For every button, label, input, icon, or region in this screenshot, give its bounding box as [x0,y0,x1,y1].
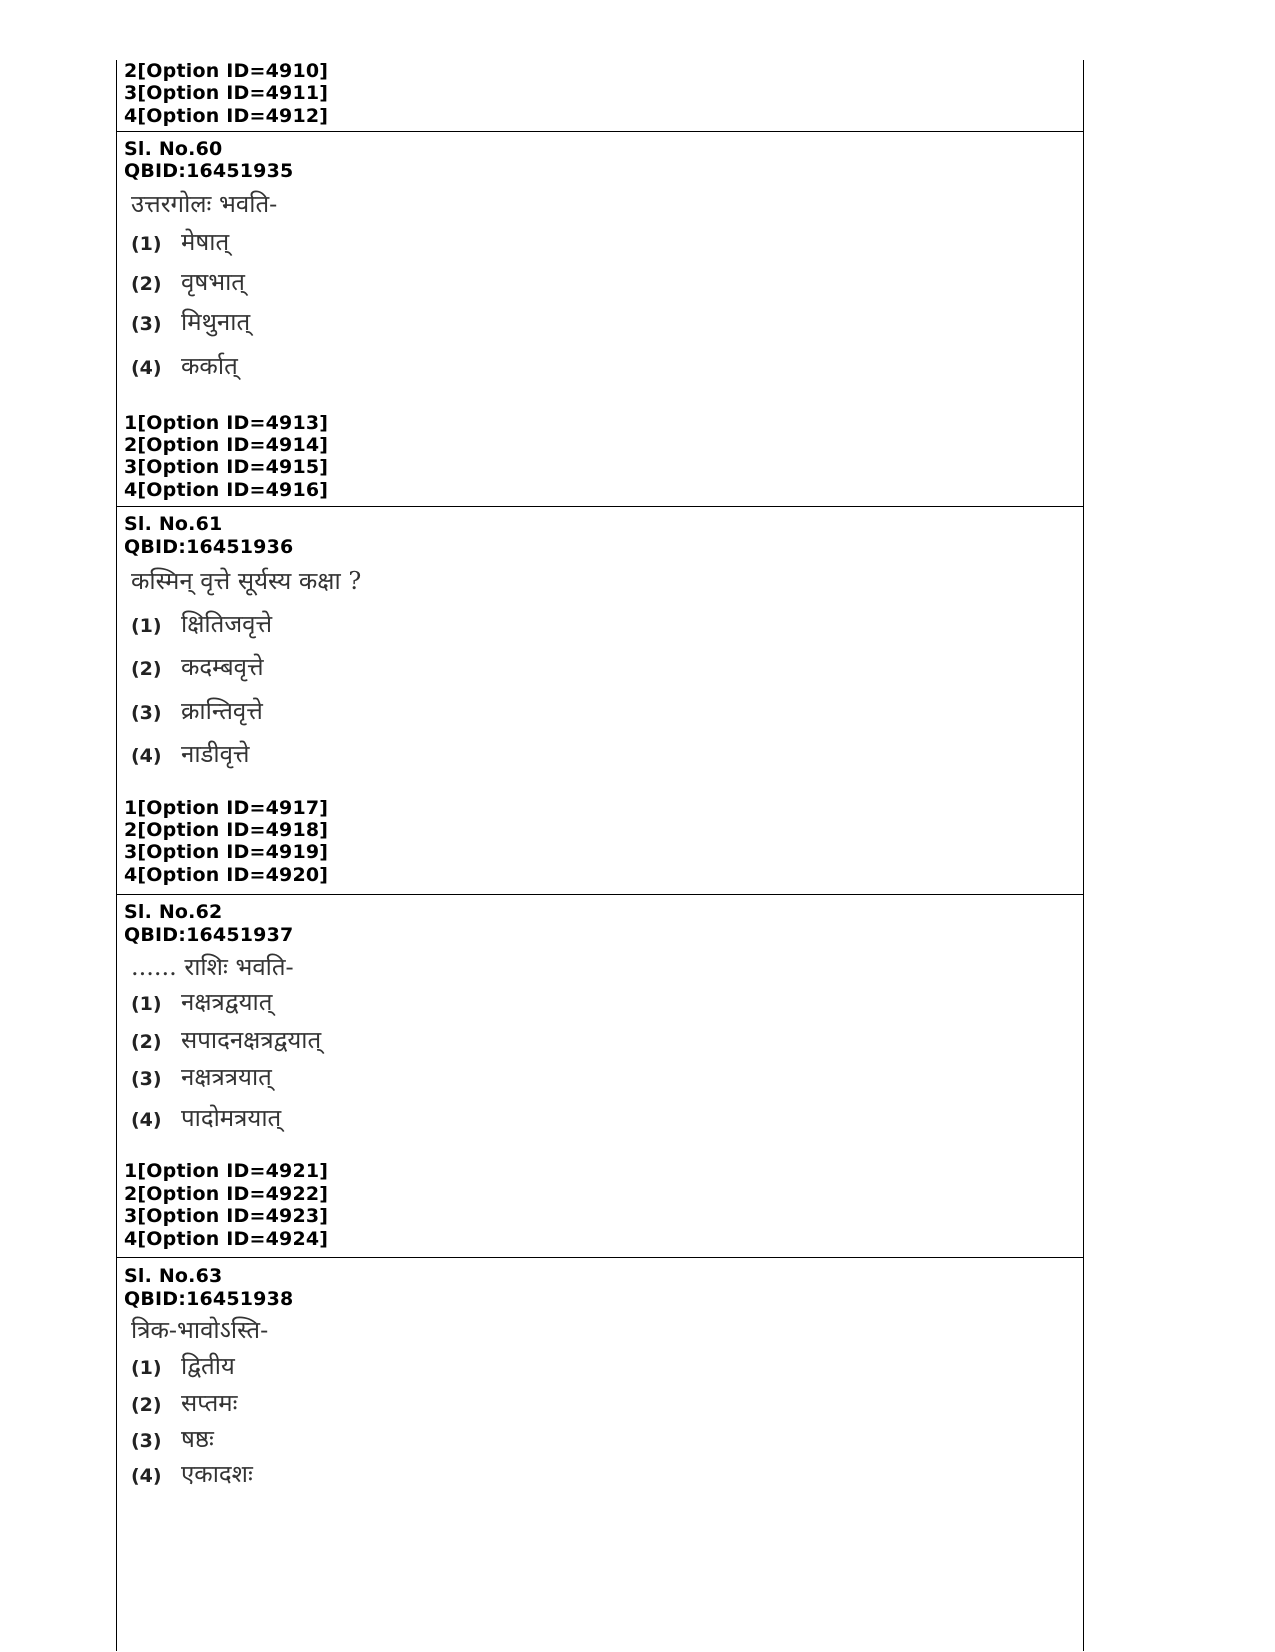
question-block-60 [117,131,1083,507]
option-id-line: 2[Option ID=4910] [124,60,329,82]
option-number: (1) [131,615,162,637]
option-item [131,609,272,642]
option-item [131,1351,235,1384]
option-id-line: 4[Option ID=4912] [124,105,329,127]
question-block-61 [117,506,1083,895]
option-id-line: 1[Option ID=4917] [124,797,329,819]
option-number: (4) [131,1109,162,1131]
option-item [131,739,250,772]
option-id-line: 1[Option ID=4913] [124,412,329,434]
option-number: (1) [131,1357,162,1379]
option-item [131,351,238,384]
option-id-line: 2[Option ID=4914] [124,434,329,456]
option-text: नक्षत्रद्वयात् [181,988,273,1016]
option-text: एकादशः [181,1460,253,1488]
option-item [131,1424,214,1457]
qbid: QBID:16451935 [124,160,294,182]
option-number: (3) [131,1430,162,1452]
option-number: (3) [131,313,162,335]
option-id-line: 3[Option ID=4919] [124,841,329,863]
question-block-62 [117,894,1083,1258]
serial-number: Sl. No.63 [124,1265,223,1287]
option-item [131,652,264,685]
option-item [131,1103,281,1136]
option-number: (3) [131,1068,162,1090]
option-text: मिथुनात् [181,308,251,336]
option-item [131,1388,238,1421]
qbid: QBID:16451937 [124,924,294,946]
option-item [131,307,250,340]
question-block-63 [117,1257,1083,1652]
option-number: (2) [131,273,162,295]
option-number: (4) [131,1465,162,1487]
option-text: द्वितीय [181,1352,235,1380]
qbid: QBID:16451936 [124,536,294,558]
option-text: पादोमत्रयात् [181,1104,282,1132]
option-number: (4) [131,745,162,767]
option-text: वृषभात् [181,268,245,296]
option-text: सप्तमः [181,1389,238,1417]
option-number: (2) [131,1031,162,1053]
option-text: षष्ठः [181,1425,214,1453]
option-number: (2) [131,658,162,680]
option-id-line: 1[Option ID=4921] [124,1160,329,1182]
option-text: क्षितिजवृत्ते [181,610,273,638]
question-text: त्रिक-भावोऽस्ति- [131,1316,269,1344]
qbid: QBID:16451938 [124,1288,294,1310]
serial-number: Sl. No.60 [124,138,223,160]
serial-number: Sl. No.62 [124,901,223,923]
option-id-line: 4[Option ID=4924] [124,1228,329,1250]
option-number: (2) [131,1394,162,1416]
option-id-line: 3[Option ID=4911] [124,82,329,104]
question-text: कस्मिन् वृत्ते सूर्यस्य कक्षा ? [131,567,362,595]
question-text: उत्तरगोलः भवति- [131,190,278,218]
option-id-line: 3[Option ID=4923] [124,1205,329,1227]
option-id-line: 2[Option ID=4918] [124,819,329,841]
option-item [131,1062,272,1095]
option-id-line: 4[Option ID=4920] [124,864,329,886]
serial-number: Sl. No.61 [124,513,223,535]
option-number: (3) [131,702,162,724]
option-item [131,227,229,260]
option-id-line: 3[Option ID=4915] [124,456,329,478]
option-text: सपादनक्षत्रद्वयात् [181,1026,322,1054]
option-item [131,696,263,729]
option-item [131,267,245,300]
option-text: कदम्बवृत्ते [181,653,264,681]
option-number: (1) [131,233,162,255]
option-item [131,1459,253,1492]
option-text: कर्कात् [181,352,238,380]
option-id-line: 4[Option ID=4916] [124,479,329,501]
option-text: नक्षत्रत्रयात् [181,1063,272,1091]
option-text: क्रान्तिवृत्ते [181,697,263,725]
option-number: (4) [131,357,162,379]
option-text: नाडीवृत्ते [181,740,250,768]
option-text: मेषात् [181,228,230,256]
option-id-line: 2[Option ID=4922] [124,1183,329,1205]
option-item [131,1025,321,1058]
option-number: (1) [131,993,162,1015]
option-item [131,987,272,1020]
question-sheet [116,60,1084,1651]
question-text: ...... राशिः भवति- [131,953,294,981]
question-block-fragment [117,60,1083,131]
